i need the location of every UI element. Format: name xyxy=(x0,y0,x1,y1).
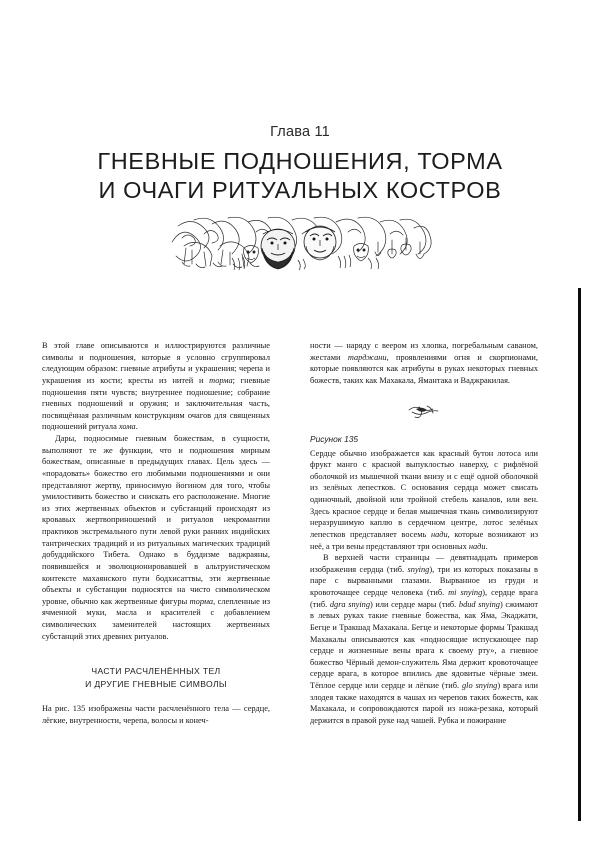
chapter-title-line-1: ГНЕВНЫЕ ПОДНОШЕНИЯ, ТОРМА xyxy=(97,148,503,174)
right-p3-part-b: ), три из которых показаны в паре с вырванными глазами. Вырванное из груди и кровоточащее сердце человека (тиб. xyxy=(310,564,538,597)
left-p2-italic-torma: торма xyxy=(189,596,214,606)
right-p3-italic-dgra-snying: dgra snying xyxy=(329,599,371,609)
subheading-line-1: ЧАСТИ РАСЧЛЕНЁННЫХ ТЕЛ xyxy=(91,666,221,677)
right-p2-part-b: , которые возникают из неё, а три вены представляют три основных xyxy=(310,529,538,551)
section-subheading xyxy=(42,665,270,690)
subheading-line-2: И ДРУГИЕ ГНЕВНЫЕ СИМВОЛЫ xyxy=(85,678,227,689)
left-p1-italic-homa: хома xyxy=(118,422,136,432)
left-p1-italic-torma: торма xyxy=(209,375,233,385)
right-p3-part-e: ) сжимают в левых руках такие гневные божества, как Яма, Экаджати, Бегце и Тракшад Махакала. Бегце и некоторые формы Тракшад Махакалы описываются как «подносящие испускающее пар сердце и жизненные вены врага к своему рту», а гневное божество Чёрный демон-служитель Яма держит кровоточащее сердце врага, в которое впились две ядовитые чёрные змеи. Тёплое сердце или сердце и лёгкие (тиб. xyxy=(310,599,539,690)
left-paragraph-2 xyxy=(42,433,270,642)
right-p3-italic-snying: snying xyxy=(407,564,430,574)
page-edge-rule xyxy=(578,288,581,821)
body-columns xyxy=(42,340,538,810)
right-p3-part-d: ) или сердце мары (тиб. xyxy=(370,599,459,609)
right-p2-italic-nadi-2: нади xyxy=(468,541,486,551)
left-paragraph-3: На рис. 135 изображены части расчленённого тела — сердце, лёгкие, внутренности, черепа, волосы и конеч- xyxy=(42,704,270,725)
right-p3-part-f: ) врага или злодея также находятся в чашах из черепов таких божеств, как Махакала, и сопровождаются парой из ножа-резака, который держится в правой руке над чашей. Рубка и пожирание xyxy=(310,681,538,725)
decorative-flourish-icon xyxy=(310,396,538,426)
right-paragraph-1 xyxy=(310,340,538,387)
right-p1-italic-tarjani: тарджани xyxy=(347,352,387,362)
right-p3-italic-glo-snying: glo snying xyxy=(462,681,498,690)
left-p2-part-b: , слепленные из ячменной муки, масла и красителей с добавлением символических заменителей настоящих жертвенных субстанций этих древних ритуалов. xyxy=(42,596,270,641)
left-p1-part-c: . xyxy=(135,422,138,432)
left-paragraph-1 xyxy=(42,340,270,433)
wrathful-offerings-frieze-illustration xyxy=(168,212,432,274)
page-title xyxy=(40,147,560,204)
chapter-title-line-2: И ОЧАГИ РИТУАЛЬНЫХ КОСТРОВ xyxy=(98,176,502,203)
right-p2-italic-nadi-1: нади xyxy=(430,529,448,539)
left-p1-part-b: ; гневные подношения пяти чувств; внутреннее подношение; собрание гневных подношений и оружия; и заключительная часть, посвящённая различным конструкциям очагов для священных подношений ритуала xyxy=(42,375,270,432)
left-p1-part-a: В этой главе описываются и иллюстрируются различные символы и подношения, которые я условно сгруппировал следующим образом: гневные атрибуты и украшения; черепа и украшения из кости; кресты из нитей и xyxy=(42,341,270,385)
right-column xyxy=(310,340,538,727)
right-p3-italic-bdud-snying: bdud snying xyxy=(458,599,500,609)
chapter-number: Глава 11 xyxy=(270,124,330,140)
right-p1-part-a: ности — наряду с веером из хлопка, погребальным саваном, жестами xyxy=(310,341,538,362)
figure-caption-label: Рисунок 135 xyxy=(310,433,359,444)
right-p3-italic-mi-snying: mi snying xyxy=(448,588,483,597)
left-column xyxy=(42,340,270,726)
right-p2-part-c: . xyxy=(485,541,488,551)
right-p3-part-a: В верхней части страницы — девятнадцать примеров изображения сердца (тиб. xyxy=(310,553,538,574)
right-paragraph-2 xyxy=(310,448,538,553)
right-p3-part-c: ), сердце врага (тиб. xyxy=(310,588,538,609)
chapter-heading xyxy=(40,124,560,204)
right-p2-part-a: Сердце обычно изображается как красный бутон лотоса или фрукт манго с красной выпуклостью наверху, с рифлёной оболочкой из мышечной ткани внизу и с ещё одной оболочкой из зелёных лепестков. С основания сердца может свисать одиночный, двойной или тройной стебель каналов, или вен. Здесь красное сердце и белая мышечная ткань символизируют неразрушимую каплю в сердечном центре, лотос зелёных лепестков представляет восемь xyxy=(310,448,538,539)
right-paragraph-3 xyxy=(310,552,538,726)
right-p1-part-b: , проявлениями огня и скорпионами, которые появляются как атрибуты в руках некоторых гневных божеств, таких как Махакала, Ямантака и Ваджракилая. xyxy=(310,352,538,385)
left-p2-part-a: Дары, подносимые гневным божествам, в сущности, выполняют те же функции, что и подношения мирным божествам, описанные в предыдущих главах. Цель здесь — «порадовать» божество его любимыми подношениями и они представляют жертву, приносимую йогином для того, чтобы умилостивить божество и снискать его расположение. Многие из этих жертвенных объектов и субстанций происходят из кровавых жертвоприношений и ритуалов некромантии практиков экстремального пути левой руки ранних индийских тантрических традиций и из ритуальных магических традиций добуддийского Тибета. Однако в буддизме ваджраяны, появившейся и эволюционировавшей в альтруистическом контексте махаянского пути бодхисаттвы, эти жертвенные объекты и субстанции подносятся на чисто символическом уровне, обычно как жертвенные фигуры xyxy=(42,434,270,606)
